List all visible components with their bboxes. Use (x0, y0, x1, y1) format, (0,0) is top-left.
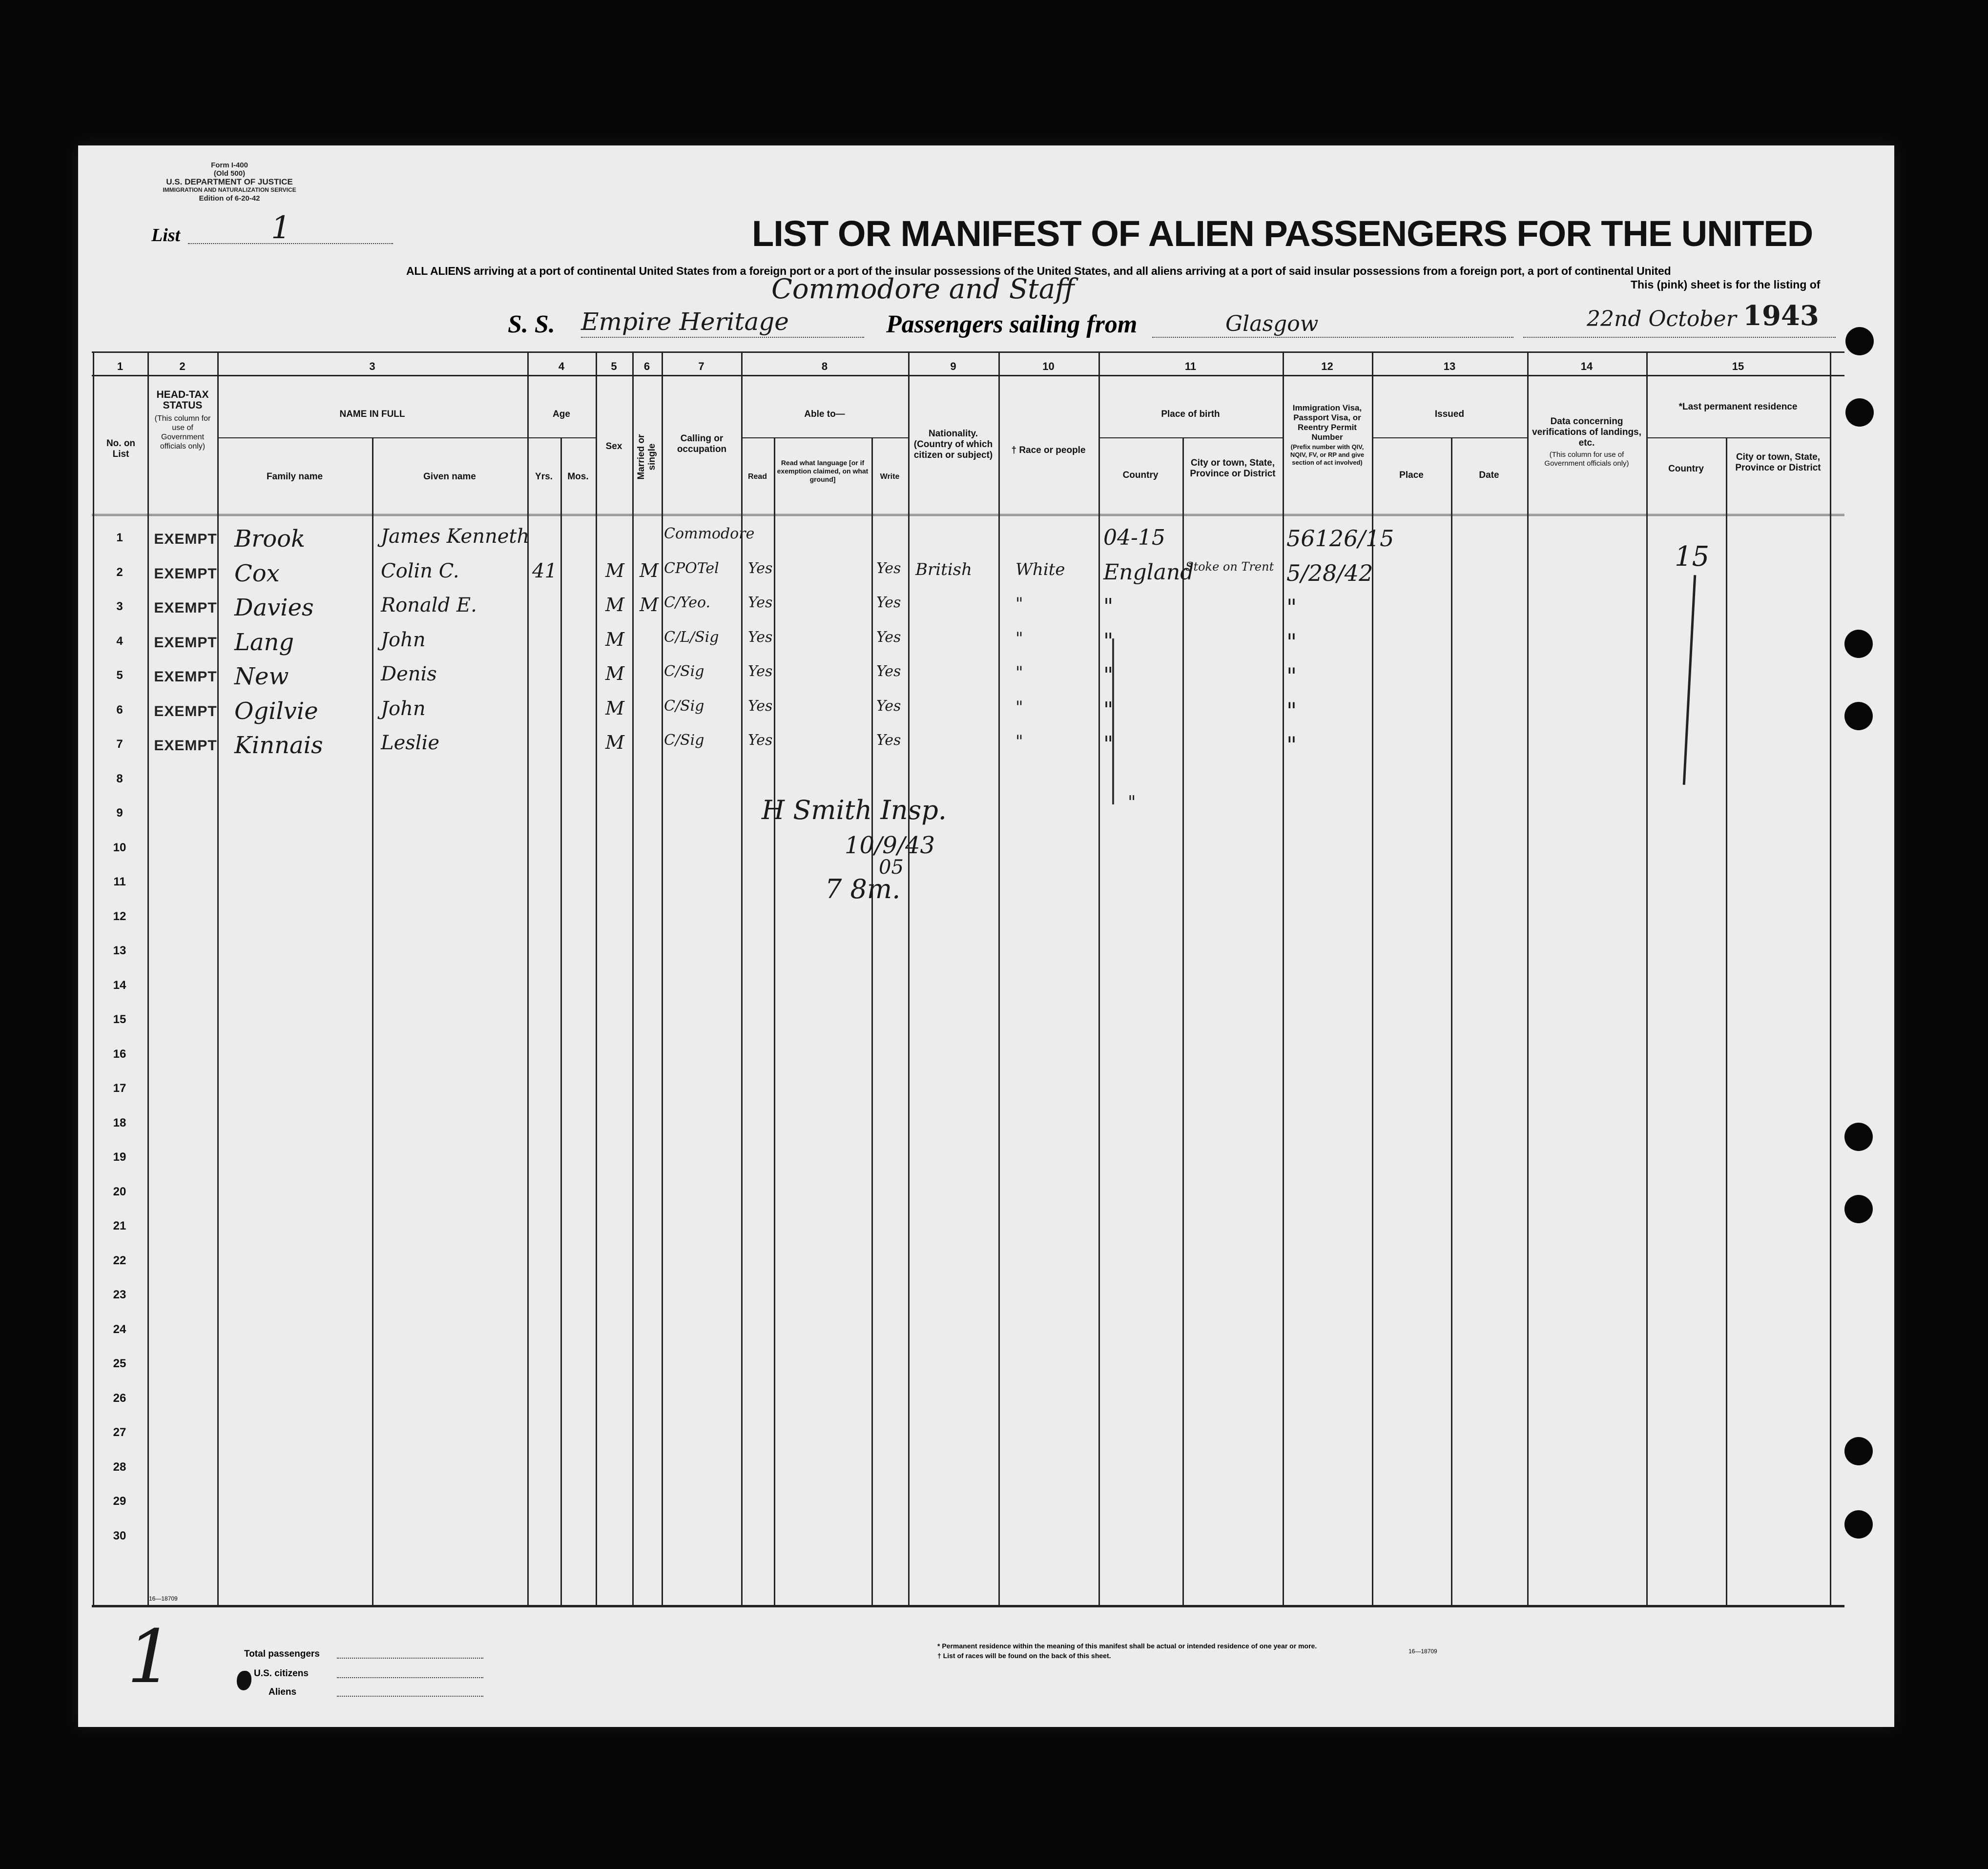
header-name-in-full: NAME IN FULL (339, 409, 405, 419)
read-cell: Yes (748, 663, 773, 680)
write-cell: Yes (876, 559, 901, 577)
col-divider (1646, 351, 1648, 1606)
column-number: 2 (179, 360, 186, 372)
table-top-rule (92, 351, 1844, 353)
col-divider (1098, 351, 1100, 1606)
visa-cell: " (1286, 732, 1297, 758)
date-underline (1523, 337, 1836, 338)
head-tax-status-stamp: EXEMPT (154, 703, 217, 719)
us-citizens-line (337, 1677, 483, 1678)
col-divider (1283, 351, 1284, 1606)
row-number: 7 (116, 738, 123, 751)
listing-of: Commodore and Staff (771, 273, 1075, 305)
visa-cell: 56126/15 (1286, 525, 1394, 552)
write-cell: Yes (876, 594, 901, 611)
header-age-mos: Mos. (567, 472, 589, 482)
header-verifications-label: Data concerning verifications of landings, etc. (1532, 416, 1641, 448)
header-visa-label: Immigration Visa, Passport Visa, or Reentry Permit Number (1292, 403, 1362, 442)
given-name-cell: Colin C. (381, 559, 459, 582)
col-divider (560, 438, 562, 1606)
header-residence-city: City or town, State, Province or District (1735, 452, 1821, 473)
service: IMMIGRATION AND NATURALIZATION SERVICE (163, 186, 296, 193)
header-birth-country: Country (1122, 470, 1159, 480)
row-number: 21 (113, 1219, 126, 1232)
row-number: 10 (113, 841, 126, 854)
sailing-from: Glasgow (1225, 311, 1319, 336)
department: U.S. DEPARTMENT OF JUSTICE (166, 177, 293, 186)
sex-cell: M (605, 697, 624, 719)
col-divider (1726, 438, 1727, 1606)
row-number: 17 (113, 1082, 126, 1095)
sailing-underline (1152, 337, 1513, 338)
read-cell: Yes (748, 559, 773, 577)
list-number: 1 (271, 210, 291, 246)
row-number: 9 (116, 806, 123, 820)
race-cell: " (1015, 628, 1023, 648)
given-name-cell: Denis (381, 663, 437, 685)
form-header (142, 161, 317, 203)
column-number: 14 (1580, 360, 1593, 372)
form-old-number: (Old 500) (213, 169, 246, 178)
subtitle-line2: This (pink) sheet is for the listing of (1631, 278, 1821, 291)
column-number: 15 (1732, 360, 1744, 372)
header-write: Write (880, 472, 900, 481)
row-number: 19 (113, 1150, 126, 1164)
nationality-cell: British (915, 559, 972, 579)
row-number: 30 (113, 1529, 126, 1542)
header-issued-date: Date (1479, 470, 1499, 480)
visa-cell: " (1286, 628, 1297, 655)
family-name-cell: Kinnais (234, 732, 323, 759)
header-issued: Issued (1434, 409, 1465, 419)
header-able-to: Able to— (804, 409, 845, 419)
col-divider (774, 438, 775, 1606)
head-tax-status-stamp: EXEMPT (154, 600, 217, 616)
birth-city-cell: Stoke on Trent (1185, 559, 1274, 574)
column-number: 1 (117, 360, 124, 372)
sailing-date: 22nd October (1587, 307, 1737, 331)
occupation-cell: C/Yeo. (664, 594, 711, 611)
column-number: 12 (1321, 360, 1333, 372)
read-cell: Yes (748, 628, 773, 646)
occupation-cell: C/Sig (664, 697, 704, 715)
row-number: 16 (113, 1047, 126, 1061)
row8-birth-mark: " (1128, 793, 1136, 813)
residence-line (1683, 575, 1696, 785)
col-divider (372, 438, 373, 1606)
inspector-code: 05 (879, 856, 904, 879)
write-cell: Yes (876, 732, 901, 749)
binder-hole (1844, 630, 1873, 658)
inspector-signature: H Smith Insp. (762, 795, 947, 825)
sex-cell: M (605, 663, 624, 684)
birth-country-cell: " (1103, 663, 1114, 688)
col-divider (632, 351, 634, 1606)
row-number: 12 (113, 909, 126, 923)
total-passengers-line (337, 1658, 483, 1659)
race-cell: White (1015, 559, 1065, 579)
birth-country-cell: 04-15 (1103, 525, 1165, 550)
aliens-line (337, 1696, 483, 1697)
race-cell: " (1015, 732, 1023, 751)
col-divider (596, 351, 597, 1606)
head-tax-status-stamp: EXEMPT (154, 634, 217, 651)
col-divider (662, 351, 663, 1606)
occupation-cell: C/Sig (664, 732, 704, 749)
column-number: 8 (821, 360, 828, 372)
row-number: 5 (116, 669, 123, 682)
col-divider (998, 351, 1000, 1606)
read-cell: Yes (748, 594, 773, 611)
sex-cell: M (605, 559, 624, 581)
subheader-rule (1646, 437, 1830, 438)
row-number: 14 (113, 978, 126, 992)
sex-cell: M (605, 628, 624, 650)
sex-cell: M (605, 594, 624, 616)
given-name-cell: Leslie (381, 732, 440, 754)
column-number: 5 (611, 360, 617, 372)
subtitle-line1: ALL ALIENS arriving at a port of continental United States from a foreign port or a port of the insular possessions of the United States, and all aliens arriving at a port of said insular possessions from a foreign port, a port of continental United (406, 265, 1671, 277)
header-given-name: Given name (423, 472, 476, 482)
row-number: 15 (113, 1013, 126, 1026)
birth-country-cell: " (1103, 628, 1114, 654)
col-divider (1182, 438, 1184, 1606)
colnum-rule (92, 375, 1844, 376)
visa-cell: " (1286, 594, 1297, 620)
ship-name: Empire Heritage (581, 308, 789, 336)
header-head-tax-note: (This column for use of Government officials only) (154, 414, 211, 451)
race-cell: " (1015, 663, 1023, 682)
col-divider (871, 438, 873, 1606)
header-visa (1284, 403, 1370, 467)
row-number: 6 (116, 703, 123, 717)
ink-blot (237, 1671, 251, 1690)
column-number: 9 (950, 360, 956, 372)
occupation-cell: C/L/Sig (664, 628, 719, 646)
binder-hole (1844, 702, 1873, 730)
header-age: Age (553, 409, 570, 419)
given-name-cell: John (381, 628, 426, 651)
column-number: 13 (1443, 360, 1456, 372)
race-cell: " (1015, 697, 1023, 717)
row-number: 20 (113, 1185, 126, 1198)
header-read: Read (747, 472, 767, 481)
row-number: 4 (116, 634, 123, 648)
row-number: 18 (113, 1116, 126, 1130)
write-cell: Yes (876, 628, 901, 646)
occupation-cell: Commodore (664, 525, 755, 542)
given-name-cell: Ronald E. (381, 594, 477, 616)
visa-cell: " (1286, 697, 1297, 724)
write-cell: Yes (876, 663, 901, 680)
row-number: 26 (113, 1391, 126, 1405)
birth-country-cell: " (1103, 697, 1114, 722)
family-name-cell: Lang (234, 628, 294, 656)
row-number: 29 (113, 1495, 126, 1508)
header-place-of-birth: Place of birth (1161, 409, 1220, 419)
last-residence-mark: 15 (1675, 541, 1710, 573)
list-label: List (151, 225, 181, 246)
sailing-year: 1943 (1743, 300, 1819, 332)
given-name-cell: James Kenneth (381, 525, 530, 548)
subheader-rule (217, 437, 527, 438)
family-name-cell: Ogilvie (234, 697, 318, 725)
aliens-label: Aliens (269, 1687, 297, 1697)
header-read-language: Read what language [or if exemption claimed, on what ground] (777, 459, 869, 483)
total-passengers-label: Total passengers (244, 1649, 320, 1659)
row-number: 24 (113, 1322, 126, 1336)
occupation-cell: CPOTel (664, 559, 719, 577)
column-number: 10 (1042, 360, 1055, 372)
married-cell: M (640, 594, 659, 616)
write-cell: Yes (876, 697, 901, 715)
us-citizens-label: U.S. citizens (254, 1668, 309, 1679)
ship-underline (581, 337, 864, 338)
header-bottom-rule (92, 514, 1844, 516)
sex-cell: M (605, 732, 624, 753)
row-number: 11 (113, 875, 126, 888)
row-number: 23 (113, 1288, 126, 1301)
header-married: Married or single (636, 434, 657, 480)
binder-hole (1844, 1510, 1873, 1539)
footnote-races: † List of races will be found on the back of this sheet. (937, 1652, 1111, 1660)
row-number: 27 (113, 1426, 126, 1439)
column-number: 3 (369, 360, 375, 372)
header-sex: Sex (605, 441, 622, 452)
binder-hole (1844, 1123, 1873, 1151)
family-name-cell: Davies (234, 594, 314, 621)
col-divider (1830, 351, 1831, 1606)
birth-country-cell: " (1103, 732, 1114, 757)
row-number: 1 (116, 531, 123, 544)
header-verifications-note: (This column for use of Government officials only) (1544, 451, 1629, 468)
col-divider (1527, 351, 1529, 1606)
row-number: 25 (113, 1357, 126, 1370)
column-number: 6 (643, 360, 650, 372)
family-name-cell: New (234, 663, 289, 690)
manifest-title: LIST OR MANIFEST OF ALIEN PASSENGERS FOR THE UNITED (752, 213, 1813, 254)
subheader-rule (527, 437, 596, 438)
subheader-rule (741, 437, 908, 438)
race-cell: " (1015, 594, 1023, 614)
head-tax-status-stamp: EXEMPT (154, 738, 217, 754)
row-number: 8 (116, 772, 123, 785)
header-race: † Race or people (1011, 445, 1086, 455)
header-family-name: Family name (266, 472, 323, 482)
read-cell: Yes (748, 732, 773, 749)
col-divider (908, 351, 910, 1606)
header-head-tax (149, 390, 216, 451)
birth-country-cell: " (1103, 594, 1114, 619)
form-code-right: 16—18709 (1408, 1648, 1437, 1655)
footnote-residence: * Permanent residence within the meaning of this manifest shall be actual or intended residence of one year or more. (937, 1642, 1317, 1650)
col-divider (1451, 438, 1452, 1606)
header-age-yrs: Yrs. (535, 472, 553, 482)
age-cell: 41 (532, 559, 557, 582)
form-number: Form I-400 (211, 161, 248, 169)
occupation-cell: C/Sig (664, 663, 704, 680)
header-no-on-list: No. on List (106, 438, 136, 459)
visa-cell: " (1286, 663, 1297, 689)
subheader-rule (1098, 437, 1283, 438)
header-residence-country: Country (1668, 464, 1704, 474)
header-nationality: Nationality. (Country of which citizen or subject) (913, 429, 993, 460)
header-visa-note: (Prefix number with QIV, NQIV, FV, or RP and give section of act involved) (1290, 443, 1365, 466)
binder-hole (1844, 1437, 1873, 1465)
column-number: 4 (558, 360, 565, 372)
row-number: 2 (116, 565, 123, 579)
row-number: 3 (116, 600, 123, 613)
subheader-rule (1372, 437, 1527, 438)
head-tax-status-stamp: EXEMPT (154, 531, 217, 547)
head-tax-status-stamp: EXEMPT (154, 669, 217, 685)
binder-hole (1844, 1195, 1873, 1223)
row-number: 22 (113, 1253, 126, 1267)
sailing-label: Passengers sailing from (886, 310, 1138, 338)
married-cell: M (640, 559, 659, 581)
header-birth-city: City or town, State, Province or District (1190, 458, 1276, 479)
head-tax-status-stamp: EXEMPT (154, 565, 217, 582)
header-issued-place: Place (1399, 470, 1424, 480)
row-number: 28 (113, 1460, 126, 1474)
column-number: 7 (698, 360, 704, 372)
edition: Edition of 6-20-42 (199, 194, 260, 203)
row-number: 13 (113, 944, 126, 957)
form-code-left: 16—18709 (149, 1595, 178, 1602)
column-number: 11 (1184, 360, 1197, 372)
birth-bracket (1112, 638, 1116, 804)
given-name-cell: John (381, 697, 426, 720)
birth-country-cell: England (1103, 559, 1194, 585)
binder-hole (1845, 398, 1874, 427)
manifest-sheet (78, 145, 1894, 1727)
header-verifications (1531, 416, 1643, 468)
inspector-date: 10/9/43 (845, 832, 935, 859)
header-last-residence: *Last permanent residence (1678, 402, 1798, 412)
ship-prefix: S. S. (508, 310, 555, 338)
table-bottom-rule (92, 1605, 1844, 1607)
visa-cell: 5/28/42 (1286, 559, 1373, 586)
binder-hole (1845, 327, 1874, 355)
header-head-tax-label: HEAD-TAX STATUS (156, 389, 209, 411)
header-occupation: Calling or occupation (677, 433, 727, 454)
family-name-cell: Cox (234, 559, 280, 587)
inspector-time: 7 8m. (825, 874, 901, 904)
read-cell: Yes (748, 697, 773, 715)
tally-mark: 1 (127, 1615, 174, 1700)
family-name-cell: Brook (234, 525, 306, 553)
